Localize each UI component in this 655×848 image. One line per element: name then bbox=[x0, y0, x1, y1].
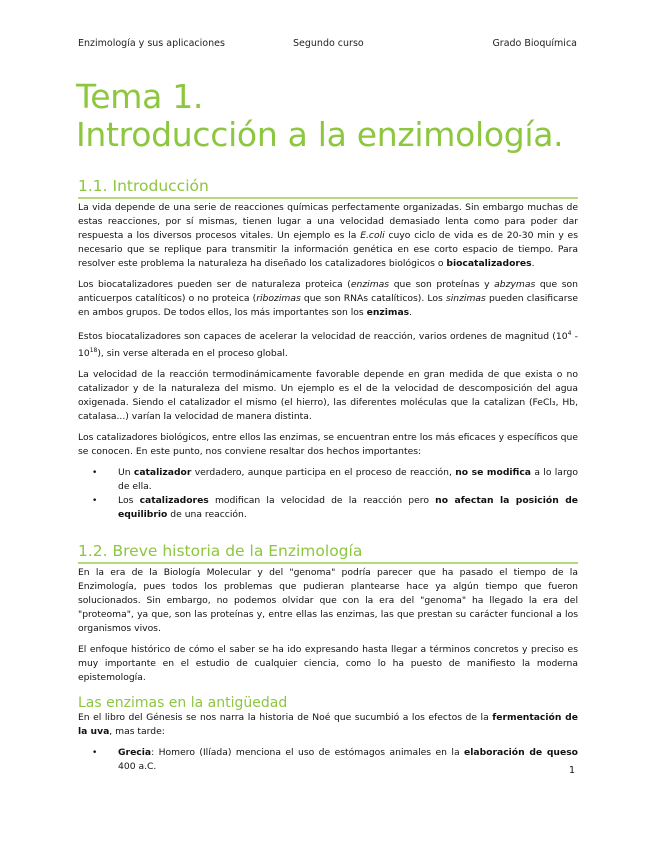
bullet-list bbox=[78, 746, 578, 774]
paragraph: En la era de la Biología Molecular y del "genoma" podría parecer que ha pasado el tiempo de la Enzimología, pues todos los problemas que pudieran plantearse hace ya algún tiempo que fueron solucionados. Sin embargo, no podemos olvidar que con la era del "genoma" ha llegado la era del "proteoma", ya que, son las proteínas y, entre ellas las enzimas, las que prestan su carácter funcional a los organismos vivos. bbox=[78, 567, 578, 635]
paragraph: La vida depende de una serie de reacciones químicas perfectamente organizadas. Sin embargo muchas de estas reacciones, por sí mismas, tienen lugar a una velocidad demasiado lenta como para poder dar respuesta a los diversos procesos vitales. Un ejemplo es la E.coli cuyo ciclo de vida es de 20-30 min y es necesario que se replique para transmitir la información genética en ese corto espacio de tiempo. Para resolver este problema la naturaleza ha diseñado los catalizadores biológicos o biocatalizadores. bbox=[78, 202, 578, 269]
paragraph: Los catalizadores biológicos, entre ellos las enzimas, se encuentran entre los más eficaces y específicos que se conocen. En este punto, nos conviene resaltar dos hechos importantes: bbox=[78, 432, 578, 458]
paragraph: La velocidad de la reacción termodinámicamente favorable depende en gran medida de que exista o no catalizador y de la naturaleza del mismo. Un ejemplo es el de la velocidad de descomposición del agua oxigenada. Siendo el catalizador el mismo (el hierro), las diferentes moléculas que la catalizan (FeCl₃, Hb, catalasa...) varían la velocidad de manera distinta. bbox=[78, 369, 578, 423]
bullet-list bbox=[78, 466, 578, 522]
document-title bbox=[76, 78, 563, 154]
header-year: Segundo curso bbox=[293, 38, 364, 49]
header-degree: Grado Bioquímica bbox=[492, 38, 577, 49]
header-course: Enzimología y sus aplicaciones bbox=[78, 38, 225, 49]
title-line-1: Tema 1. bbox=[76, 77, 204, 116]
paragraph: Los biocatalizadores pueden ser de naturaleza proteica (enzimas que son proteínas y abzymas que son anticuerpos catalíticos) o no proteica (ribozimas que son RNAs catalíticos). Los sinzimas pueden clasificarse en ambos grupos. De todos ellos, los más importantes son los enzimas. bbox=[78, 279, 578, 318]
subsection-heading-antiquity: Las enzimas en la antigüedad bbox=[78, 695, 288, 712]
paragraph: Estos biocatalizadores son capaces de acelerar la velocidad de reacción, varios ordenes de magnitud $(10^4 - 10^{18})$, sin verse alterada en el proceso global. bbox=[78, 330, 578, 360]
list-item: • Un catalizador verdadero, aunque participa en el proceso de reacción, no se modifica a lo largo de ella. bbox=[118, 466, 578, 494]
page-number: 1 bbox=[568, 765, 575, 776]
section-heading-history: 1.2. Breve historia de la Enzimología bbox=[78, 541, 578, 564]
list-item: • Grecia: Homero (Ilíada) menciona el uso de estómagos animales en la elaboración de queso 400 a.C. bbox=[118, 746, 578, 774]
title-line-2: Introducción a la enzimología. bbox=[76, 115, 564, 154]
list-item: • Los catalizadores modifican la velocidad de la reacción pero no afectan la posición de equilibrio de una reacción. bbox=[118, 494, 578, 522]
section-heading-intro: 1.1. Introducción bbox=[78, 176, 578, 199]
paragraph: En el libro del Génesis se nos narra la historia de Noé que sucumbió a los efectos de la fermentación de la uva, mas tarde: bbox=[78, 712, 578, 738]
page-header bbox=[78, 38, 577, 52]
paragraph: El enfoque histórico de cómo el saber se ha ido expresando hasta llegar a términos concretos y preciso es muy importante en el estudio de cualquier ciencia, como lo ha puesto de manifiesto la moderna epistemología. bbox=[78, 644, 578, 684]
document-body bbox=[78, 176, 578, 781]
